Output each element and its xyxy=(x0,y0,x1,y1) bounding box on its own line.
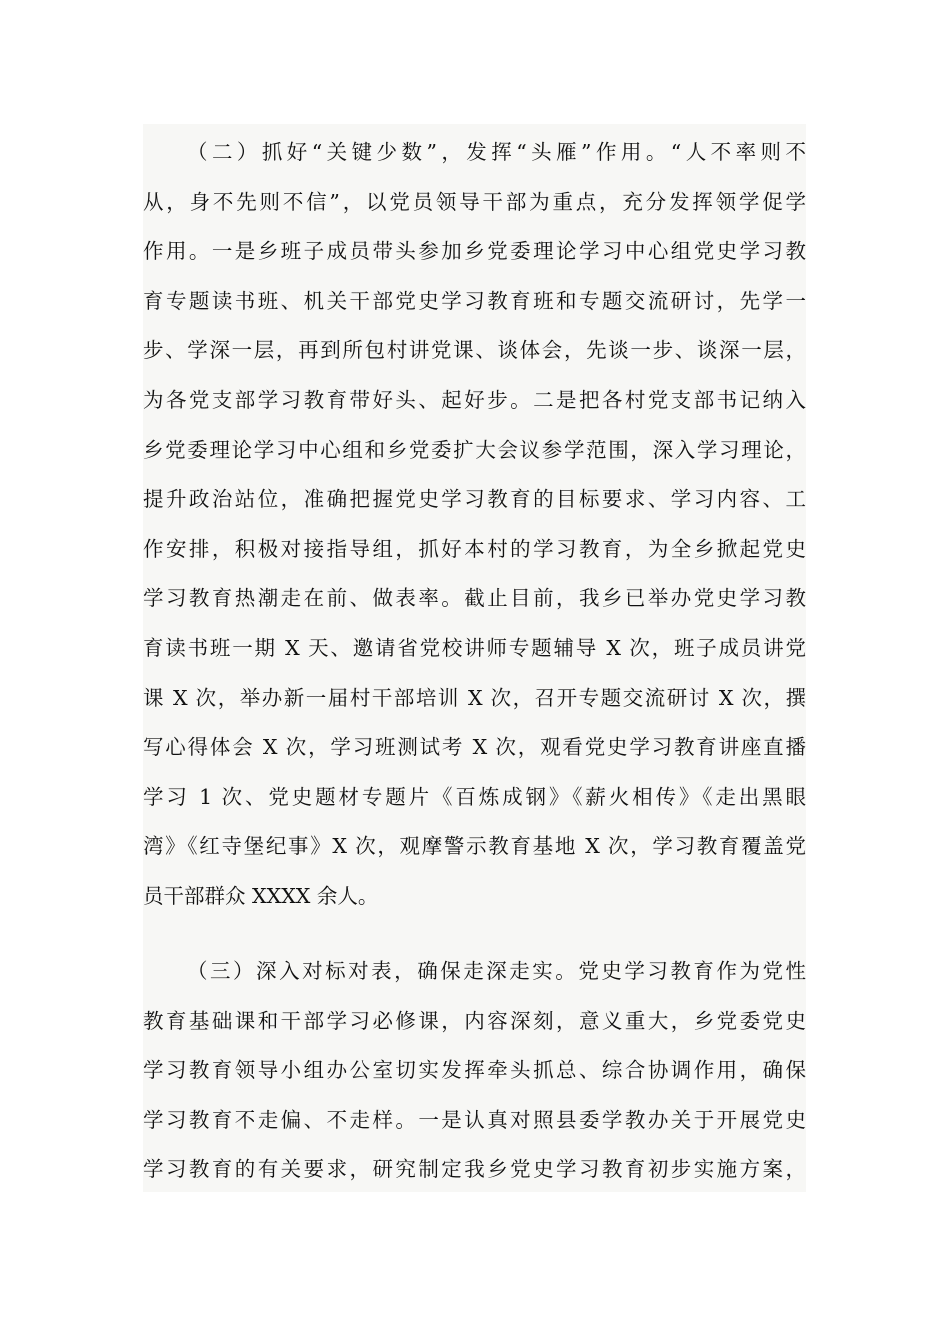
paragraph-line: 为各党支部学习教育带好头、起好步。二是把各村党支部书记纳入 xyxy=(143,387,806,412)
paragraph-line: 学习教育热潮走在前、做表率。截止目前，我乡已举办党史学习教 xyxy=(143,586,806,611)
paragraph-line: 步、学深一层，再到所包村讲党课、谈体会，先谈一步、谈深一层， xyxy=(143,338,806,363)
paragraph-line: 教育基础课和干部学习必修课，内容深刻，意义重大，乡党委党史 xyxy=(143,1008,806,1033)
paragraph-line: 乡党委理论学习中心组和乡党委扩大会议参学范围，深入学习理论， xyxy=(143,437,806,462)
paragraph-line: 学习教育不走偏、不走样。一是认真对照县委学教办关于开展党史 xyxy=(143,1107,806,1132)
paragraph-line: 学习教育领导小组办公室切实发挥牵头抓总、综合协调作用，确保 xyxy=(143,1058,806,1083)
paragraph-line: 作安排，积极对接指导组，抓好本村的学习教育，为全乡掀起党史 xyxy=(143,536,806,561)
document-text-block xyxy=(143,124,806,1192)
paragraph-line: 湾》《红寺堡纪事》X 次，观摩警示教育基地 X 次，学习教育覆盖党 xyxy=(143,834,806,859)
paragraph-line: 学习 1 次、党史题材专题片《百炼成钢》《薪火相传》《走出黑眼 xyxy=(143,784,806,809)
paragraph-line: 从，身不先则不信”，以党员领导干部为重点，充分发挥领学促学 xyxy=(143,189,806,214)
paragraph-line: （三）深入对标对表，确保走深走实。党史学习教育作为党性 xyxy=(187,959,806,983)
paragraph-line: （二）抓好“关键少数”，发挥“头雁”作用。“人不率则不 xyxy=(187,140,806,164)
paragraph-section-three xyxy=(143,947,806,1195)
paragraph-line: 员干部群众 XXXX 余人。 xyxy=(143,883,379,908)
paragraph-line: 提升政治站位，准确把握党史学习教育的目标要求、学习内容、工 xyxy=(143,487,806,512)
paragraph-line: 写心得体会 X 次，学习班测试考 X 次，观看党史学习教育讲座直播 xyxy=(143,735,806,760)
paragraph-line: 育读书班一期 X 天、邀请省党校讲师专题辅导 X 次，班子成员讲党 xyxy=(143,635,806,660)
paragraph-line: 作用。一是乡班子成员带头参加乡党委理论学习中心组党史学习教 xyxy=(143,239,806,264)
paragraph-section-two xyxy=(143,128,806,922)
paragraph-line: 学习教育的有关要求，研究制定我乡党史学习教育初步实施方案， xyxy=(143,1157,806,1182)
paragraph-line: 课 X 次，举办新一届村干部培训 X 次，召开专题交流研讨 X 次，撰 xyxy=(143,685,806,710)
paragraph-line: 育专题读书班、机关干部党史学习教育班和专题交流研讨，先学一 xyxy=(143,288,806,313)
